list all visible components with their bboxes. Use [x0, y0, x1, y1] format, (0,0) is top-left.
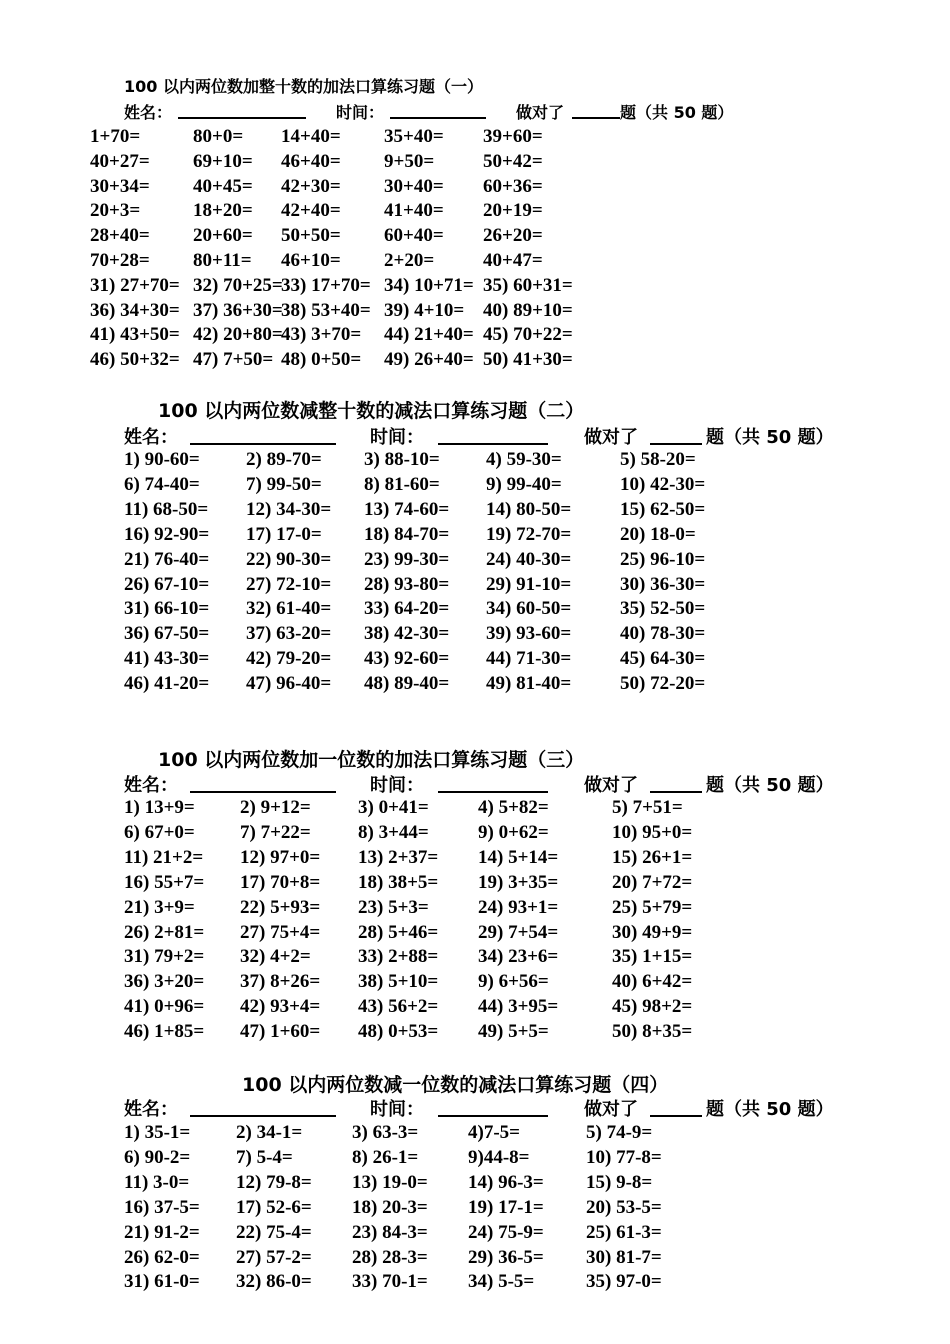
math-problem: 7) 7+22= — [240, 821, 311, 843]
time-field[interactable] — [390, 117, 486, 119]
math-problem: 20) 7+72= — [612, 871, 693, 893]
math-problem: 50) 72-20= — [620, 673, 706, 695]
math-problem: 45) 98+2= — [612, 996, 693, 1018]
math-problem: 15) 62-50= — [620, 498, 706, 520]
math-problem: 1) 90-60= — [124, 449, 200, 470]
math-problem: 17) 52-6= — [236, 1196, 312, 1218]
math-problem: 24) 40-30= — [486, 548, 572, 570]
math-problem: 14+40= — [281, 126, 341, 147]
math-problem: 34) 5-5= — [468, 1271, 535, 1293]
math-problem: 14) 80-50= — [486, 498, 572, 520]
math-problem: 3) 0+41= — [358, 797, 429, 818]
math-problem: 40) 78-30= — [620, 623, 706, 645]
math-problem: 47) 1+60= — [240, 1021, 321, 1043]
name-field[interactable] — [190, 791, 336, 793]
correct-label: 做对了 — [516, 103, 565, 122]
math-problem: 21) 91-2= — [124, 1221, 200, 1243]
correct-count-field[interactable] — [572, 117, 620, 119]
math-problem: 35) 60+31= — [483, 274, 573, 296]
math-problem: 46) 1+85= — [124, 1021, 205, 1043]
math-problem: 9) 0+62= — [478, 821, 549, 843]
math-problem: 10) 77-8= — [586, 1146, 662, 1168]
math-problem: 13) 2+37= — [358, 846, 439, 868]
math-problem: 70+28= — [90, 250, 150, 271]
math-problem: 29) 7+54= — [478, 921, 559, 943]
math-problem: 9)44-8= — [468, 1146, 530, 1168]
math-problem: 41) 0+96= — [124, 996, 205, 1018]
math-problem: 46) 41-20= — [124, 673, 210, 695]
math-problem: 38) 42-30= — [364, 623, 450, 645]
math-problem: 17) 17-0= — [246, 523, 322, 545]
math-problem: 30+40= — [384, 175, 444, 197]
math-problem: 60+40= — [384, 225, 444, 247]
section-title: 100 以内两位数加一位数的加法口算练习题（三） — [158, 749, 585, 771]
math-problem: 43) 92-60= — [364, 648, 450, 670]
math-problem: 20) 53-5= — [586, 1196, 662, 1218]
math-problem: 37) 63-20= — [246, 623, 332, 645]
math-problem: 15) 9-8= — [586, 1171, 653, 1193]
math-problem: 39) 4+10= — [384, 299, 465, 321]
math-problem: 38) 53+40= — [281, 299, 371, 321]
math-problem: 18) 20-3= — [352, 1196, 428, 1218]
math-problem: 35) 52-50= — [620, 598, 706, 620]
math-problem: 1) 35-1= — [124, 1122, 191, 1143]
math-problem: 45) 64-30= — [620, 648, 706, 670]
math-problem: 36) 67-50= — [124, 623, 210, 645]
math-problem: 12) 79-8= — [236, 1171, 312, 1193]
time-field[interactable] — [438, 443, 548, 445]
math-problem: 16) 37-5= — [124, 1196, 200, 1218]
total-label: 题（共 50 题） — [706, 427, 834, 448]
math-problem: 11) 3-0= — [124, 1171, 190, 1193]
math-problem: 12) 97+0= — [240, 846, 321, 868]
math-problem: 19) 17-1= — [468, 1196, 544, 1218]
name-label: 姓名： — [124, 427, 178, 448]
math-problem: 25) 5+79= — [612, 896, 693, 918]
section-title: 100 以内两位数减整十数的减法口算练习题（二） — [158, 400, 585, 422]
math-problem: 49) 81-40= — [486, 673, 572, 695]
correct-label: 做对了 — [584, 1099, 638, 1120]
math-problem: 48) 0+50= — [281, 349, 362, 371]
math-problem: 2+20= — [384, 250, 435, 271]
math-problem: 31) 61-0= — [124, 1271, 200, 1293]
math-problem: 45) 70+22= — [483, 324, 573, 346]
section-title: 100 以内两位数减一位数的减法口算练习题（四） — [242, 1074, 669, 1096]
math-problem: 13) 19-0= — [352, 1171, 428, 1193]
time-label: 时间： — [370, 775, 424, 796]
math-problem: 5) 58-20= — [620, 449, 696, 470]
math-problem: 28+40= — [90, 225, 150, 247]
name-label: 姓名： — [124, 775, 178, 796]
math-problem: 46) 50+32= — [90, 349, 180, 371]
time-label: 时间： — [370, 427, 424, 448]
math-problem: 32) 86-0= — [236, 1271, 312, 1293]
math-problem: 20+3= — [90, 200, 141, 222]
correct-count-field[interactable] — [650, 791, 702, 793]
math-problem: 31) 66-10= — [124, 598, 210, 620]
math-problem: 16) 92-90= — [124, 523, 210, 545]
math-problem: 25) 61-3= — [586, 1221, 662, 1243]
math-problem: 41) 43+50= — [90, 324, 180, 346]
math-problem: 29) 91-10= — [486, 573, 572, 595]
math-problem: 33) 2+88= — [358, 946, 439, 968]
math-problem: 36) 3+20= — [124, 971, 205, 993]
math-problem: 9+50= — [384, 150, 435, 172]
name-label: 姓名： — [124, 103, 173, 122]
math-problem: 11) 21+2= — [124, 846, 204, 868]
math-problem: 41+40= — [384, 200, 444, 222]
math-problem: 39+60= — [483, 126, 543, 147]
math-problem: 17) 70+8= — [240, 871, 321, 893]
time-field[interactable] — [438, 791, 548, 793]
time-label: 时间： — [370, 1099, 424, 1120]
math-problem: 20+60= — [193, 225, 253, 247]
math-problem: 11) 68-50= — [124, 498, 209, 520]
math-problem: 60+36= — [483, 175, 543, 197]
math-problem: 4)7-5= — [468, 1122, 520, 1143]
math-problem: 30) 49+9= — [612, 921, 693, 943]
math-problem: 46+40= — [281, 150, 341, 172]
math-problem: 1+70= — [90, 126, 141, 147]
math-problem: 40) 6+42= — [612, 971, 693, 993]
math-problem: 12) 34-30= — [246, 498, 332, 520]
math-problem: 69+10= — [193, 150, 253, 172]
name-field[interactable] — [190, 443, 336, 445]
math-problem: 31) 79+2= — [124, 946, 205, 968]
math-problem: 49) 26+40= — [384, 349, 474, 371]
math-problem: 9) 99-40= — [486, 473, 562, 495]
math-problem: 14) 96-3= — [468, 1171, 544, 1193]
math-problem: 46+10= — [281, 250, 341, 271]
math-problem: 50+42= — [483, 150, 543, 172]
math-problem: 5) 7+51= — [612, 797, 683, 818]
math-problem: 47) 7+50= — [193, 349, 274, 371]
math-problem: 41) 43-30= — [124, 648, 210, 670]
math-problem: 28) 28-3= — [352, 1246, 428, 1268]
math-problem: 40+27= — [90, 150, 150, 172]
math-problem: 27) 72-10= — [246, 573, 332, 595]
time-field[interactable] — [438, 1115, 548, 1117]
math-problem: 36) 34+30= — [90, 299, 180, 321]
math-problem: 42+30= — [281, 175, 341, 197]
math-problem: 8) 3+44= — [358, 821, 429, 843]
math-problem: 9) 6+56= — [478, 971, 549, 993]
name-field[interactable] — [178, 117, 306, 119]
math-problem: 25) 96-10= — [620, 548, 706, 570]
math-problem: 44) 3+95= — [478, 996, 559, 1018]
math-problem: 40) 89+10= — [483, 299, 573, 321]
math-problem: 40+45= — [193, 175, 253, 197]
math-problem: 2) 89-70= — [246, 449, 322, 470]
math-problem: 10) 42-30= — [620, 473, 706, 495]
math-problem: 26) 67-10= — [124, 573, 210, 595]
math-problem: 30) 81-7= — [586, 1246, 662, 1268]
math-problem: 18) 38+5= — [358, 871, 439, 893]
math-problem: 20+19= — [483, 200, 543, 222]
total-label: 题（共 50 题） — [706, 775, 834, 796]
math-problem: 32) 70+25= — [193, 274, 283, 296]
math-problem: 42+40= — [281, 200, 341, 222]
math-problem: 22) 5+93= — [240, 896, 321, 918]
math-problem: 7) 5-4= — [236, 1146, 293, 1168]
math-problem: 26) 62-0= — [124, 1246, 200, 1268]
math-problem: 3) 63-3= — [352, 1122, 419, 1143]
math-problem: 35+40= — [384, 126, 444, 147]
time-label: 时间： — [336, 103, 385, 122]
math-problem: 27) 75+4= — [240, 921, 321, 943]
math-problem: 37) 36+30= — [193, 299, 283, 321]
math-problem: 27) 57-2= — [236, 1246, 312, 1268]
math-problem: 50) 8+35= — [612, 1021, 693, 1043]
math-problem: 13) 74-60= — [364, 498, 450, 520]
math-problem: 33) 70-1= — [352, 1271, 428, 1293]
correct-label: 做对了 — [584, 427, 638, 448]
math-problem: 37) 8+26= — [240, 971, 321, 993]
math-problem: 48) 89-40= — [364, 673, 450, 695]
math-problem: 26) 2+81= — [124, 921, 205, 943]
math-problem: 18) 84-70= — [364, 523, 450, 545]
math-problem: 80+11= — [193, 250, 252, 271]
math-problem: 8) 26-1= — [352, 1146, 419, 1168]
math-problem: 2) 9+12= — [240, 797, 311, 818]
math-problem: 43) 56+2= — [358, 996, 439, 1018]
math-problem: 18+20= — [193, 200, 253, 222]
math-problem: 34) 23+6= — [478, 946, 559, 968]
math-problem: 15) 26+1= — [612, 846, 693, 868]
math-problem: 6) 90-2= — [124, 1146, 191, 1168]
math-problem: 23) 99-30= — [364, 548, 450, 570]
name-label: 姓名： — [124, 1099, 178, 1120]
total-label: 题（共 50 题） — [620, 103, 734, 122]
math-problem: 22) 75-4= — [236, 1221, 312, 1243]
math-problem: 29) 36-5= — [468, 1246, 544, 1268]
math-problem: 34) 60-50= — [486, 598, 572, 620]
math-problem: 31) 27+70= — [90, 274, 180, 296]
math-problem: 33) 17+70= — [281, 274, 371, 296]
math-problem: 42) 79-20= — [246, 648, 332, 670]
math-problem: 42) 20+80= — [193, 324, 283, 346]
math-problem: 30) 36-30= — [620, 573, 706, 595]
math-problem: 42) 93+4= — [240, 996, 321, 1018]
math-problem: 6) 74-40= — [124, 473, 200, 495]
total-label: 题（共 50 题） — [706, 1099, 834, 1120]
math-problem: 30+34= — [90, 175, 150, 197]
math-problem: 44) 21+40= — [384, 324, 474, 346]
math-problem: 19) 72-70= — [486, 523, 572, 545]
math-problem: 8) 81-60= — [364, 473, 440, 495]
math-problem: 3) 88-10= — [364, 449, 440, 470]
math-problem: 24) 75-9= — [468, 1221, 544, 1243]
math-problem: 4) 5+82= — [478, 797, 549, 818]
math-problem: 21) 3+9= — [124, 896, 195, 918]
math-problem: 16) 55+7= — [124, 871, 205, 893]
math-problem: 50) 41+30= — [483, 349, 573, 371]
name-field[interactable] — [190, 1115, 336, 1117]
math-problem: 28) 93-80= — [364, 573, 450, 595]
math-problem: 24) 93+1= — [478, 896, 559, 918]
correct-label: 做对了 — [584, 775, 638, 796]
math-problem: 40+47= — [483, 250, 543, 271]
math-problem: 4) 59-30= — [486, 449, 562, 470]
correct-count-field[interactable] — [650, 1115, 702, 1117]
math-problem: 14) 5+14= — [478, 846, 559, 868]
math-problem: 44) 71-30= — [486, 648, 572, 670]
math-problem: 5) 74-9= — [586, 1122, 653, 1143]
math-problem: 23) 5+3= — [358, 896, 429, 918]
math-problem: 21) 76-40= — [124, 548, 210, 570]
math-problem: 6) 67+0= — [124, 821, 195, 843]
section-title: 100 以内两位数加整十数的加法口算练习题（一） — [124, 77, 483, 96]
math-problem: 2) 34-1= — [236, 1122, 303, 1143]
math-problem: 23) 84-3= — [352, 1221, 428, 1243]
math-problem: 43) 3+70= — [281, 324, 362, 346]
math-problem: 39) 93-60= — [486, 623, 572, 645]
math-problem: 1) 13+9= — [124, 797, 195, 818]
math-problem: 34) 10+71= — [384, 274, 474, 296]
math-problem: 28) 5+46= — [358, 921, 439, 943]
math-problem: 33) 64-20= — [364, 598, 450, 620]
math-problem: 35) 1+15= — [612, 946, 693, 968]
math-problem: 47) 96-40= — [246, 673, 332, 695]
math-problem: 32) 61-40= — [246, 598, 332, 620]
math-problem: 10) 95+0= — [612, 821, 693, 843]
math-problem: 7) 99-50= — [246, 473, 322, 495]
math-problem: 32) 4+2= — [240, 946, 311, 968]
math-problem: 22) 90-30= — [246, 548, 332, 570]
math-problem: 20) 18-0= — [620, 523, 696, 545]
math-problem: 26+20= — [483, 225, 543, 247]
math-problem: 38) 5+10= — [358, 971, 439, 993]
math-problem: 35) 97-0= — [586, 1271, 662, 1293]
math-problem: 48) 0+53= — [358, 1021, 439, 1043]
math-problem: 80+0= — [193, 126, 244, 147]
math-problem: 50+50= — [281, 225, 341, 247]
correct-count-field[interactable] — [650, 443, 702, 445]
math-problem: 49) 5+5= — [478, 1021, 549, 1043]
math-problem: 19) 3+35= — [478, 871, 559, 893]
